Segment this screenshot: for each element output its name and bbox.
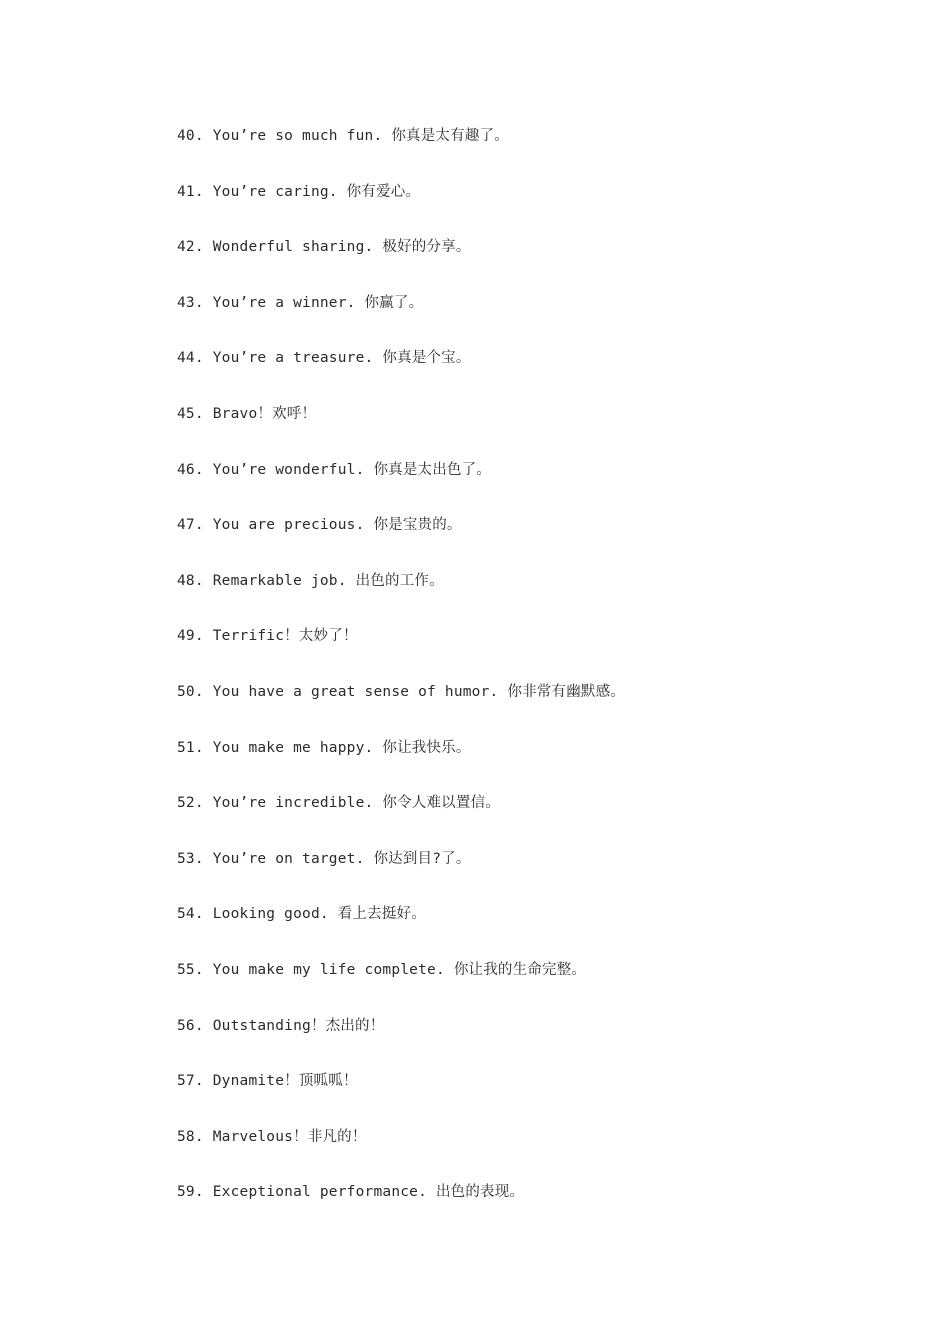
- list-item: 42. Wonderful sharing. 极好的分享。: [177, 239, 471, 256]
- list-item: 52. You’re incredible. 你令人难以置信。: [177, 795, 500, 812]
- list-item: 55. You make my life complete. 你让我的生命完整。: [177, 961, 587, 978]
- list-item: 46. You’re wonderful. 你真是太出色了。: [177, 461, 492, 478]
- phrase-list: [177, 124, 625, 1236]
- list-item: 40. You’re so much fun. 你真是太有趣了。: [177, 128, 509, 144]
- list-item: 53. You’re on target. 你达到目?了。: [177, 850, 471, 867]
- list-item: 58. Marvelous！非凡的！: [177, 1128, 367, 1145]
- list-item: 45. Bravo！欢呼！: [177, 405, 317, 422]
- list-item: 51. You make me happy. 你让我快乐。: [177, 739, 471, 756]
- list-item: 44. You’re a treasure. 你真是个宝。: [177, 350, 471, 367]
- list-item: 56. Outstanding！杰出的！: [177, 1017, 385, 1034]
- list-item: 54. Looking good. 看上去挺好。: [177, 906, 426, 923]
- list-item: 41. You’re caring. 你有爱心。: [177, 183, 421, 200]
- list-item: 49. Terrific！太妙了！: [177, 628, 358, 645]
- list-item: 59. Exceptional performance. 出色的表现。: [177, 1184, 525, 1201]
- list-item: 43. You’re a winner. 你赢了。: [177, 294, 424, 311]
- list-item: 47. You are precious. 你是宝贵的。: [177, 517, 462, 534]
- list-item: 48. Remarkable job. 出色的工作。: [177, 572, 444, 589]
- list-item: 50. You have a great sense of humor. 你非常有幽默感。: [177, 683, 625, 700]
- list-item: 57. Dynamite！顶呱呱！: [177, 1073, 358, 1090]
